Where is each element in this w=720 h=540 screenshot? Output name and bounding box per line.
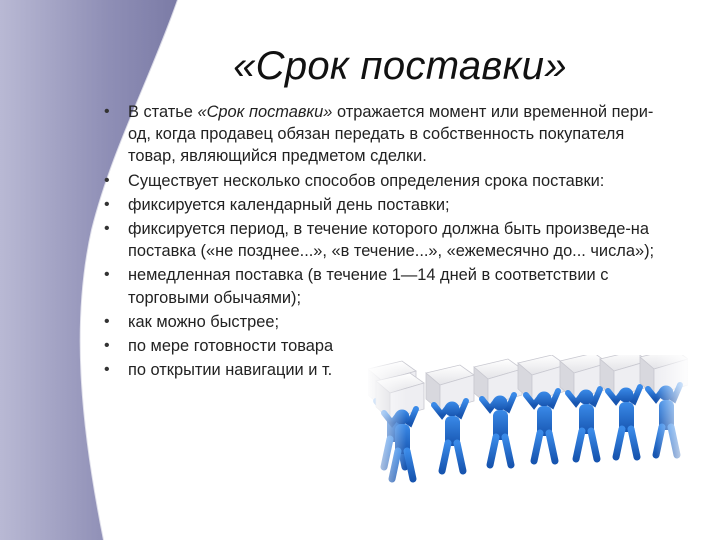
list-item (100, 170, 660, 192)
list-item (100, 335, 660, 357)
bullet-icon: • (104, 266, 110, 284)
bullet-list (100, 101, 660, 383)
bullet-icon: • (104, 337, 110, 355)
bullet-text: по мере готовности товара (128, 337, 334, 356)
bullet-icon: • (104, 103, 110, 120)
bullet-text: отражается момент или временной пери-од, когда продавец обязан передать в собственность покупателя товар, являющийся предметом сделки. (128, 103, 654, 166)
bullet-text: по открытии навигации и т. (128, 361, 333, 380)
bullet-text-prefix: В статье (128, 103, 198, 121)
bullet-text: фиксируется календарный день поставки; (128, 195, 450, 214)
list-item (100, 264, 660, 308)
figures-carrying-boxes-icon (368, 355, 688, 515)
bullet-icon: • (104, 195, 110, 213)
bullet-icon: • (104, 171, 110, 189)
bullet-text: Существует несколько способов определения срока поставки: (128, 171, 605, 190)
bullet-text: как можно быстрее; (128, 312, 280, 331)
bullet-text: фиксируется период, в течение которого должна быть произведе-на поставка («не позднее...», «в течение...», «ежемесячно до... числа»); (128, 220, 655, 261)
list-item (100, 194, 660, 216)
list-item (100, 101, 660, 168)
bullet-text: немедленная поставка (в течение 1—14 дней в соответствии с торговыми обычаями); (128, 266, 609, 307)
bullet-icon: • (104, 312, 110, 330)
list-item (100, 218, 660, 262)
bullet-icon: • (104, 361, 110, 379)
bullet-text-emphasis: «Срок поставки» (197, 103, 333, 121)
slide-title: «Срок поставки» (233, 44, 567, 88)
list-item (100, 311, 660, 333)
bullet-icon: • (104, 220, 110, 238)
